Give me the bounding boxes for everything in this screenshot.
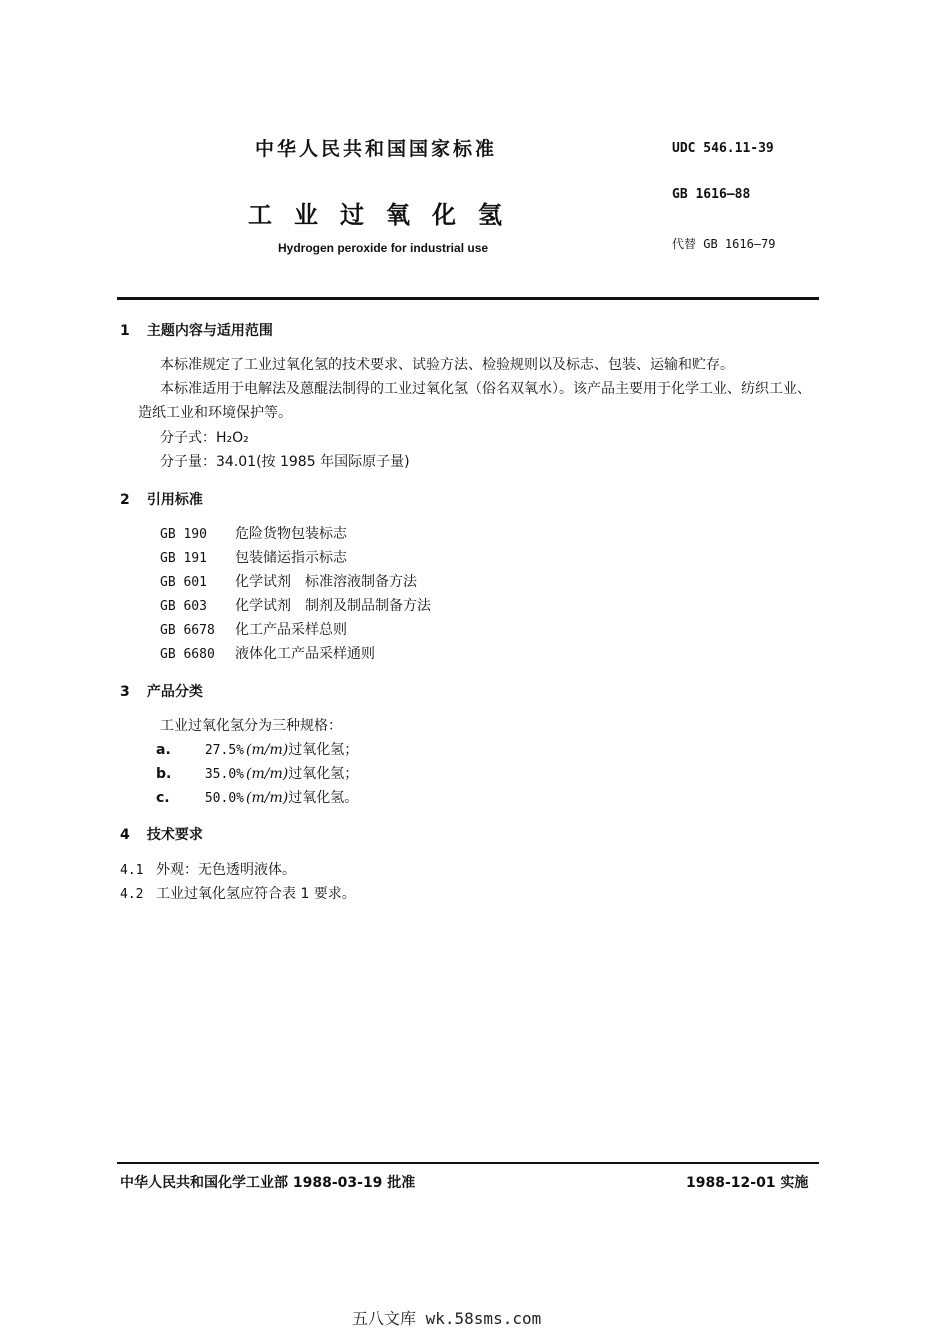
section-3-number: 3 — [120, 684, 130, 700]
spec-label: b. — [156, 766, 172, 782]
spec-unit: (m/m) — [246, 766, 289, 782]
spec-unit: (m/m) — [246, 742, 289, 758]
requirement-number: 4.2 — [120, 887, 144, 902]
molecular-formula: 分子式：H₂O₂ — [160, 430, 249, 446]
reference-code: GB 6678 — [160, 623, 215, 638]
section-3-title: 产品分类 — [146, 684, 203, 700]
section-1-paragraph-1: 本标准规定了工业过氧化氢的技术要求、试验方法、检验规则以及标志、包装、运输和贮存。 — [160, 357, 734, 373]
requirement-number: 4.1 — [120, 863, 144, 878]
reference-item — [160, 546, 347, 571]
section-2-heading — [120, 489, 203, 509]
document-title-cn: 工业过氧化氢 — [248, 201, 524, 229]
gb-code: GB 1616—88 — [672, 187, 751, 202]
reference-name: 危险货物包装标志 — [235, 526, 347, 542]
reference-name: 包装储运指示标志 — [235, 550, 347, 566]
requirement-text: 工业过氧化氢应符合表 1 要求。 — [156, 886, 356, 902]
reference-item — [160, 570, 417, 595]
reference-code: GB 601 — [160, 575, 207, 590]
approval-line: 中华人民共和国化学工业部 1988-03-19 批准 — [120, 1175, 416, 1191]
org-title: 中华人民共和国国家标准 — [255, 138, 498, 160]
reference-name: 化工产品采样总则 — [235, 622, 347, 638]
reference-name: 液体化工产品采样通则 — [235, 646, 375, 662]
spec-text: 过氧化氢； — [288, 742, 359, 758]
spec-item — [156, 762, 358, 787]
reference-item — [160, 594, 431, 619]
spec-text: 过氧化氢。 — [288, 790, 359, 806]
spec-item — [156, 786, 358, 811]
reference-item — [160, 618, 347, 643]
reference-name: 化学试剂 制剂及制品制备方法 — [235, 598, 431, 614]
reference-code: GB 603 — [160, 599, 207, 614]
requirement-item — [120, 882, 356, 907]
section-4-title: 技术要求 — [146, 827, 203, 843]
reference-code: GB 6680 — [160, 647, 215, 662]
replaces-code: 代替 GB 1616—79 — [672, 237, 776, 251]
section-2-title: 引用标准 — [146, 492, 203, 508]
spec-value: 35.0% — [204, 767, 244, 782]
reference-name: 化学试剂 标准溶液制备方法 — [235, 574, 417, 590]
section-1-title: 主题内容与适用范围 — [146, 323, 273, 339]
section-2-number: 2 — [120, 492, 130, 508]
spec-item — [156, 738, 358, 763]
section-4-number: 4 — [120, 827, 130, 843]
section-3-heading — [120, 681, 203, 701]
section-1-number: 1 — [120, 323, 130, 339]
udc-code: UDC 546.11-39 — [672, 141, 774, 156]
watermark: 五八文库 wk.58sms.com — [352, 1309, 542, 1328]
spec-label: c. — [156, 790, 170, 806]
footer-rule — [117, 1162, 819, 1164]
header-rule — [117, 297, 819, 300]
reference-code: GB 191 — [160, 551, 207, 566]
classification-intro: 工业过氧化氢分为三种规格： — [160, 718, 342, 734]
spec-text: 过氧化氢； — [288, 766, 359, 782]
spec-value: 50.0% — [204, 791, 244, 806]
reference-item — [160, 642, 375, 667]
reference-item — [160, 522, 347, 547]
effective-date: 1988-12-01 实施 — [686, 1175, 809, 1191]
section-1-heading — [120, 320, 273, 340]
document-title-en: Hydrogen peroxide for industrial use — [278, 241, 489, 255]
spec-unit: (m/m) — [246, 790, 289, 806]
section-4-heading — [120, 824, 203, 844]
spec-label: a. — [156, 742, 171, 758]
requirement-text: 外观：无色透明液体。 — [156, 862, 296, 878]
reference-code: GB 190 — [160, 527, 207, 542]
requirement-item — [120, 858, 296, 883]
section-1-paragraph-2: 本标准适用于电解法及蒽醌法制得的工业过氧化氢（俗名双氧水）。该产品主要用于化学工业、纺织工业、造纸工业和环境保护等。 — [138, 381, 811, 421]
spec-value: 27.5% — [204, 743, 244, 758]
molecular-mass: 分子量：34.01(按 1985 年国际原子量) — [160, 454, 410, 470]
